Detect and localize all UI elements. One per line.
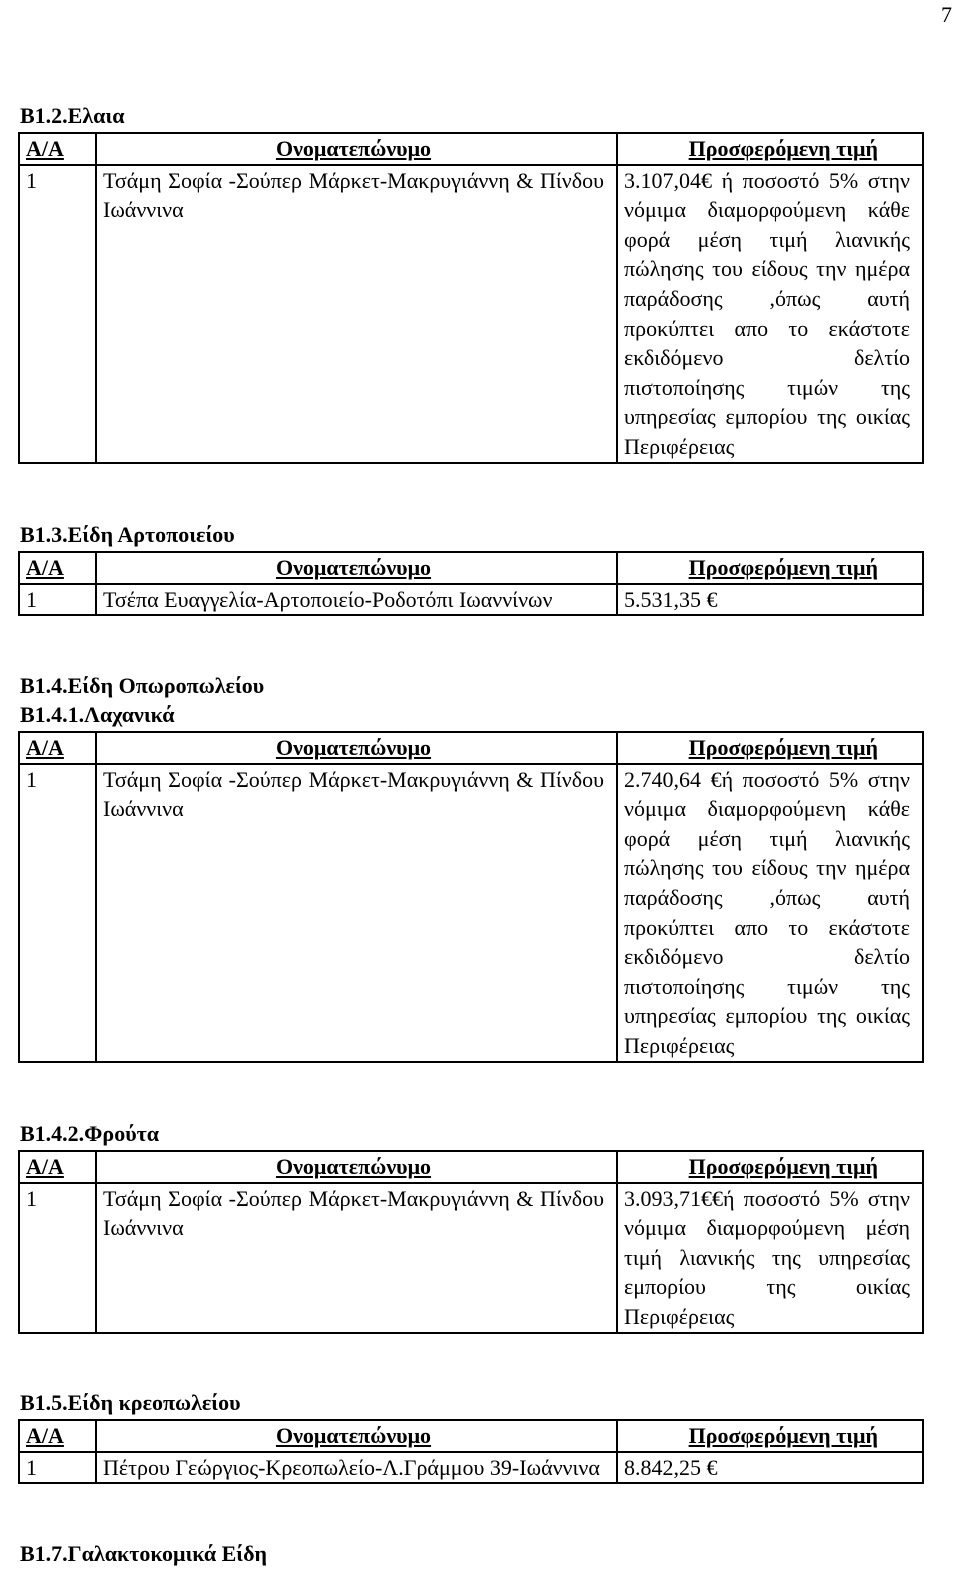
column-header-price: Προσφερόμενη τιμή	[617, 552, 923, 584]
row-number: 1	[19, 1183, 96, 1333]
offered-price: 5.531,35 €	[617, 584, 923, 616]
table-row	[19, 764, 923, 1062]
column-header-name: Ονοματεπώνυμο	[96, 552, 617, 584]
column-header-price: Προσφερόμενη τιμή	[617, 1151, 923, 1183]
column-header-aa: Α/Α	[19, 732, 96, 764]
column-header-name: Ονοματεπώνυμο	[96, 1420, 617, 1452]
table-row	[19, 1452, 923, 1484]
table-row	[19, 165, 923, 463]
bidder-name: Τσάμη Σοφία -Σούπερ Μάρκετ-Μακρυγιάννη & Πίνδου Ιωάννινα	[96, 764, 617, 1062]
bidder-name: Τσάμη Σοφία -Σούπερ Μάρκετ-Μακρυγιάννη & Πίνδου Ιωάννινα	[96, 165, 617, 463]
table-header-row	[19, 1151, 923, 1183]
row-number: 1	[19, 584, 96, 616]
section-heading-oporopoleio: Β1.4.Είδη Οπωροπωλείου	[20, 673, 265, 698]
column-header-price: Προσφερόμενη τιμή	[617, 732, 923, 764]
offered-price: 3.093,71€€ή ποσοστό 5% στην νόμιμα διαμορφούμενη μέση τιμή λιανικής της υπηρεσίας εμπορίου της οικίας Περιφέρειας	[617, 1183, 923, 1333]
bidder-name: Πέτρου Γεώργιος-Κρεοπωλείο-Λ.Γράμμου 39-Ιωάννινα	[96, 1452, 617, 1484]
table-header-row	[19, 133, 923, 165]
column-header-price: Προσφερόμενη τιμή	[617, 133, 923, 165]
offer-table-frouta	[18, 1150, 924, 1334]
row-number: 1	[19, 764, 96, 1062]
column-header-aa: Α/Α	[19, 552, 96, 584]
column-header-name: Ονοματεπώνυμο	[96, 1151, 617, 1183]
column-header-name: Ονοματεπώνυμο	[96, 732, 617, 764]
table-header-row	[19, 1420, 923, 1452]
table-header-row	[19, 552, 923, 584]
page-number: 7	[941, 2, 952, 27]
bidder-name: Τσέπα Ευαγγελία-Αρτοποιείο-Ροδοτόπι Ιωαννίνων	[96, 584, 617, 616]
offer-table-elaia	[18, 132, 924, 464]
offered-price: 3.107,04€ ή ποσοστό 5% στην νόμιμα διαμορφούμενη κάθε φορά μέση τιμή λιανικής πώλησης του είδους την ημέρα παράδοσης ,όπως αυτή προκύπτει απο το εκάστοτε εκδιδόμενο δελτίο πιστοποίησης τιμών της υπηρεσίας εμπορίου της οικίας Περιφέρειας	[617, 165, 923, 463]
column-header-price: Προσφερόμενη τιμή	[617, 1420, 923, 1452]
table-row	[19, 1183, 923, 1333]
bidder-name: Τσάμη Σοφία -Σούπερ Μάρκετ-Μακρυγιάννη & Πίνδου Ιωάννινα	[96, 1183, 617, 1333]
column-header-aa: Α/Α	[19, 1151, 96, 1183]
column-header-aa: Α/Α	[19, 1420, 96, 1452]
offer-table-artopoieio	[18, 551, 924, 616]
section-heading-elaia: Β1.2.Ελαια	[20, 103, 125, 128]
offered-price: 8.842,25 €	[617, 1452, 923, 1484]
column-header-aa: Α/Α	[19, 133, 96, 165]
section-heading-artopoieio: Β1.3.Είδη Αρτοποιείου	[20, 522, 235, 547]
row-number: 1	[19, 1452, 96, 1484]
offer-table-kreopoleio	[18, 1419, 924, 1484]
table-header-row	[19, 732, 923, 764]
offered-price: 2.740,64 €ή ποσοστό 5% στην νόμιμα διαμορφούμενη κάθε φορά μέση τιμή λιανικής πώλησης του είδους την ημέρα παράδοσης ,όπως αυτή προκύπτει απο το εκάστοτε εκδιδόμενο δελτίο πιστοποίησης τιμών της υπηρεσίας εμπορίου της οικίας Περιφέρειας	[617, 764, 923, 1062]
table-row	[19, 584, 923, 616]
section-heading-kreopoleio: Β1.5.Είδη κρεοπωλείου	[20, 1390, 241, 1415]
section-heading-galaktokomika: Β1.7.Γαλακτοκομικά Είδη	[20, 1541, 268, 1566]
row-number: 1	[19, 165, 96, 463]
section-heading-frouta: Β1.4.2.Φρούτα	[20, 1121, 160, 1146]
column-header-name: Ονοματεπώνυμο	[96, 133, 617, 165]
subsection-heading-lachanika: Β1.4.1.Λαχανικά	[20, 702, 175, 727]
offer-table-lachanika	[18, 731, 924, 1063]
